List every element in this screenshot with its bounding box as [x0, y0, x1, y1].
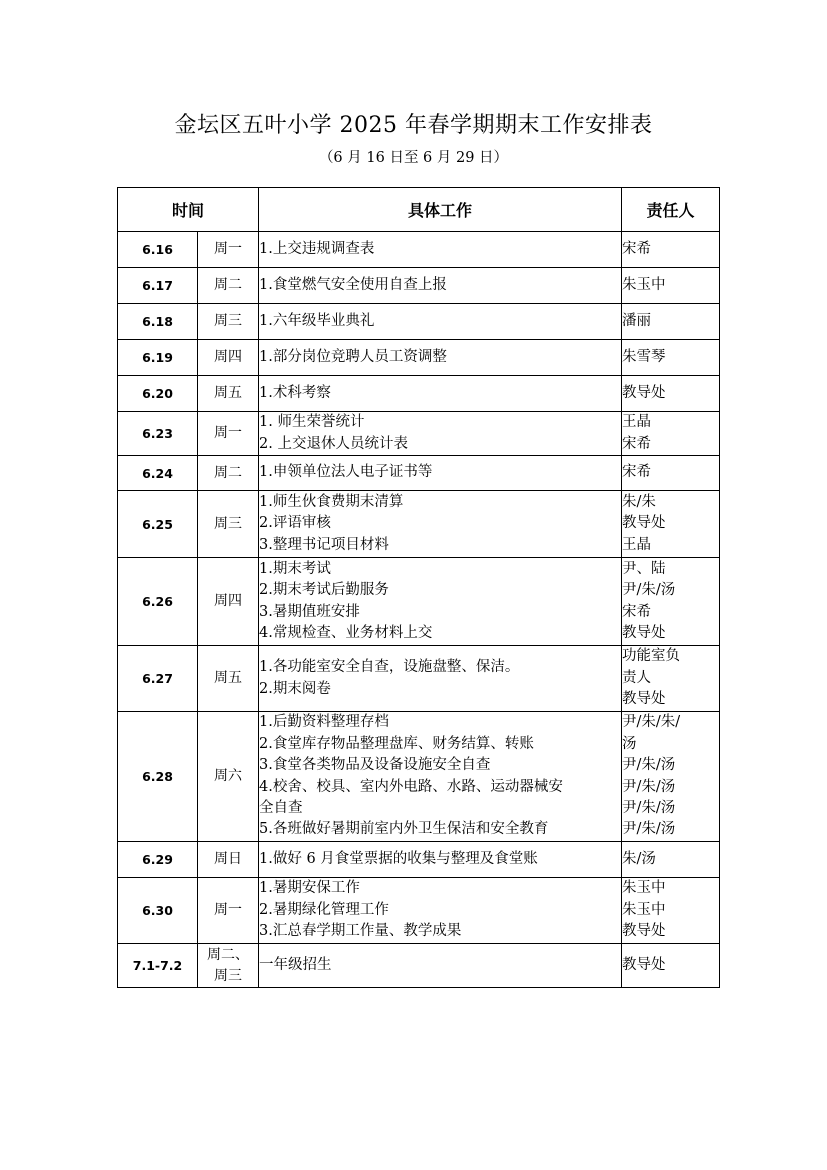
task-item: 2.期末考试后勤服务 — [259, 582, 389, 599]
responsible-person: 朱/汤 — [622, 850, 656, 867]
row-tasks — [259, 232, 622, 268]
responsible-person: 尹/朱/汤 — [622, 757, 676, 774]
row-weekday: 周二 — [198, 456, 259, 491]
row-weekday: 周三 — [198, 304, 259, 340]
row-tasks — [259, 491, 622, 558]
row-weekday: 周三 — [198, 491, 259, 558]
row-weekday: 周一 — [198, 412, 259, 456]
responsible-person: 宋希 — [622, 435, 652, 452]
responsible-person: 尹/朱/汤 — [622, 778, 676, 795]
responsible-person: 尹、陆 — [622, 560, 666, 577]
task-item: 1.暑期安保工作 — [259, 880, 360, 897]
row-tasks — [259, 944, 622, 988]
row-weekday: 周一 — [198, 232, 259, 268]
row-tasks — [259, 842, 622, 878]
row-weekday: 周四 — [198, 558, 259, 646]
row-responsible — [622, 878, 720, 944]
task-item: 1.做好 6 月食堂票据的收集与整理及食堂账 — [259, 850, 538, 867]
row-responsible — [622, 558, 720, 646]
schedule-table — [117, 187, 720, 988]
task-item: 2.暑期绿化管理工作 — [259, 901, 389, 918]
weekday-line: 周二、 — [207, 946, 249, 963]
row-date: 6.23 — [118, 412, 198, 456]
table-row — [118, 842, 720, 878]
row-responsible — [622, 304, 720, 340]
table-row — [118, 558, 720, 646]
row-tasks — [259, 646, 622, 712]
table-row — [118, 944, 720, 988]
task-item: 1.师生伙食费期末清算 — [259, 493, 404, 510]
row-date: 6.28 — [118, 712, 198, 842]
row-date: 6.16 — [118, 232, 198, 268]
task-item: 1.部分岗位竞聘人员工资调整 — [259, 348, 447, 365]
header-work: 具体工作 — [259, 188, 622, 232]
responsible-person: 朱/朱 — [622, 493, 656, 510]
row-tasks — [259, 412, 622, 456]
row-date: 6.29 — [118, 842, 198, 878]
row-responsible — [622, 268, 720, 304]
row-tasks — [259, 878, 622, 944]
task-item: 1.申领单位法人电子证书等 — [259, 464, 433, 481]
row-tasks — [259, 376, 622, 412]
row-tasks — [259, 304, 622, 340]
task-item: 4.常规检查、业务材料上交 — [259, 624, 433, 641]
responsible-person: 尹/朱/汤 — [622, 821, 676, 838]
task-item: 1.各功能室安全自查，设施盘整、保洁。 — [259, 659, 520, 676]
table-row — [118, 878, 720, 944]
row-weekday: 周五 — [198, 646, 259, 712]
row-tasks — [259, 558, 622, 646]
row-tasks — [259, 268, 622, 304]
table-row — [118, 491, 720, 558]
document-title: 金坛区五叶小学 2025 年春学期期末工作安排表 — [174, 113, 653, 138]
row-weekday: 周日 — [198, 842, 259, 878]
table-header-row — [118, 188, 720, 232]
task-item: 5.各班做好暑期前室内外卫生保洁和安全教育 — [259, 821, 549, 838]
responsible-person: 王晶 — [622, 414, 652, 431]
row-responsible — [622, 456, 720, 491]
row-weekday: 周五 — [198, 376, 259, 412]
task-item: 1.术科考察 — [259, 384, 331, 401]
responsible-person: 朱玉中 — [622, 880, 666, 897]
responsible-person: 尹/朱/汤 — [622, 799, 676, 816]
row-responsible — [622, 842, 720, 878]
responsible-person: 朱玉中 — [622, 901, 666, 918]
row-responsible — [622, 491, 720, 558]
weekday-line: 周三 — [214, 967, 242, 984]
task-item: 1.上交违规调查表 — [259, 240, 375, 257]
responsible-person: 功能室负 — [622, 648, 681, 665]
row-tasks — [259, 712, 622, 842]
row-weekday: 周四 — [198, 340, 259, 376]
table-row — [118, 646, 720, 712]
responsible-person: 朱玉中 — [622, 276, 666, 293]
responsible-person: 教导处 — [622, 624, 666, 641]
table-row — [118, 712, 720, 842]
task-item: 3.暑期值班安排 — [259, 603, 360, 620]
row-date: 6.18 — [118, 304, 198, 340]
row-date: 6.26 — [118, 558, 198, 646]
row-date: 6.19 — [118, 340, 198, 376]
row-date: 6.24 — [118, 456, 198, 491]
row-date: 6.30 — [118, 878, 198, 944]
row-responsible — [622, 340, 720, 376]
table-row — [118, 232, 720, 268]
task-item: 1. 师生荣誉统计 — [259, 414, 365, 431]
task-item: 1.后勤资料整理存档 — [259, 714, 389, 731]
task-item: 2. 上交退休人员统计表 — [259, 435, 408, 452]
responsible-person: 教导处 — [622, 515, 666, 532]
task-item: 3.食堂各类物品及设备设施安全自查 — [259, 757, 491, 774]
task-item: 3.汇总春学期工作量、教学成果 — [259, 923, 462, 940]
responsible-person: 尹/朱/朱/ — [622, 714, 681, 731]
responsible-person: 教导处 — [622, 384, 666, 401]
row-tasks — [259, 456, 622, 491]
row-weekday — [198, 944, 259, 988]
responsible-person: 汤 — [622, 735, 637, 752]
row-responsible — [622, 412, 720, 456]
row-date: 6.25 — [118, 491, 198, 558]
row-weekday: 周二 — [198, 268, 259, 304]
table-row — [118, 304, 720, 340]
task-item: 2.食堂库存物品整理盘库、财务结算、转账 — [259, 735, 534, 752]
table-row — [118, 268, 720, 304]
row-date: 6.27 — [118, 646, 198, 712]
schedule-rows — [118, 232, 720, 988]
responsible-person: 宋希 — [622, 464, 652, 481]
responsible-person: 教导处 — [622, 923, 666, 940]
table-row — [118, 456, 720, 491]
responsible-person: 教导处 — [622, 956, 666, 973]
task-item: 2.评语审核 — [259, 515, 331, 532]
row-date: 7.1-7.2 — [118, 944, 198, 988]
responsible-person: 潘丽 — [622, 312, 652, 329]
row-date: 6.17 — [118, 268, 198, 304]
task-item: 1.食堂燃气安全使用自查上报 — [259, 276, 447, 293]
header-person: 责任人 — [622, 188, 720, 232]
row-responsible — [622, 376, 720, 412]
task-item: 1.六年级毕业典礼 — [259, 312, 375, 329]
row-responsible — [622, 944, 720, 988]
task-item: 1.期末考试 — [259, 560, 331, 577]
responsible-person: 尹/朱/汤 — [622, 582, 676, 599]
responsible-person: 宋希 — [622, 603, 652, 620]
row-responsible — [622, 712, 720, 842]
responsible-person: 王晶 — [622, 536, 652, 553]
row-responsible — [622, 646, 720, 712]
row-tasks — [259, 340, 622, 376]
responsible-person: 朱雪琴 — [622, 348, 666, 365]
responsible-person: 宋希 — [622, 240, 652, 257]
task-item: 4.校舍、校具、室内外电路、水路、运动器械安 — [259, 778, 563, 795]
row-date: 6.20 — [118, 376, 198, 412]
document-subtitle: （6 月 16 日至 6 月 29 日） — [318, 150, 509, 166]
header-time: 时间 — [118, 188, 259, 232]
table-row — [118, 340, 720, 376]
row-weekday: 周一 — [198, 878, 259, 944]
table-row — [118, 376, 720, 412]
task-item: 一年级招生 — [259, 956, 332, 973]
task-item: 3.整理书记项目材料 — [259, 536, 389, 553]
responsible-person: 责人 — [622, 669, 652, 686]
row-weekday: 周六 — [198, 712, 259, 842]
task-item: 全自查 — [259, 799, 303, 816]
task-item: 2.期末阅卷 — [259, 680, 331, 697]
table-row — [118, 412, 720, 456]
row-responsible — [622, 232, 720, 268]
responsible-person: 教导处 — [622, 691, 666, 708]
